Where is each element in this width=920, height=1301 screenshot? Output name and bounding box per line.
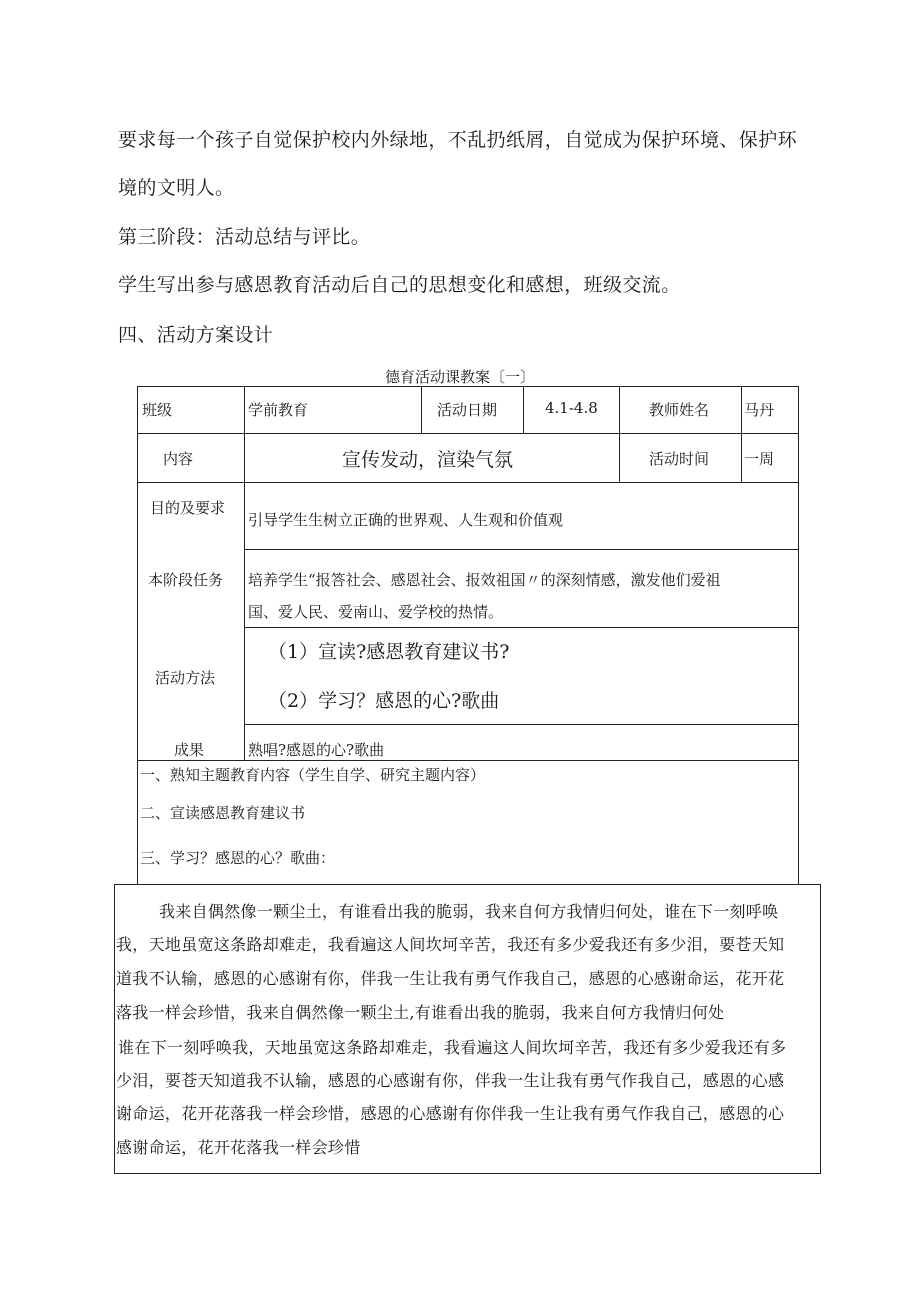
column-divider [619, 386, 620, 482]
lyrics-box [114, 884, 821, 1174]
task-value-line-2: 国、爱人民、爱南山、爱学校的热情。 [248, 603, 504, 621]
lyrics-line-8: 感谢命运，花开花落我一样会珍惜 [116, 1138, 361, 1157]
process-item-2: 二、宣读感恩教育建议书 [140, 804, 306, 822]
method-item-1: （1）宣读?感恩教育建议书? [268, 641, 510, 663]
row-divider [244, 549, 798, 550]
lyrics-line-2: 我，天地虽宽这条路却难走，我看遍这人间坎坷辛苦，我还有多少爱我还有多少泪，要苍天知 [116, 935, 785, 954]
stage-3-heading: 第三阶段：活动总结与评比。 [118, 226, 371, 248]
row-divider [244, 724, 798, 725]
method-label: 活动方法 [155, 669, 216, 687]
content-value: 宣传发动，渲染气氛 [342, 449, 514, 471]
row-divider [137, 760, 798, 761]
class-value: 学前教育 [248, 401, 309, 419]
lyrics-line-1: 我来自偶然像一颗尘土，有谁看出我的脆弱，我来自何方我情归何处，谁在下一刻呼唤 [159, 902, 779, 921]
process-item-3: 三、学习？感恩的心？歌曲： [140, 849, 336, 867]
lyrics-line-5: 谁在下一刻呼唤我，天地虽宽这条路却难走，我看遍这人间坎坷辛苦，我还有多少爱我还有多 [118, 1038, 787, 1057]
teacher-value: 马丹 [744, 401, 775, 419]
time-label: 活动时间 [649, 450, 710, 468]
section-4-heading: 四、活动方案设计 [118, 324, 274, 346]
column-divider [244, 386, 245, 760]
class-label: 班级 [142, 401, 173, 419]
intro-line-1: 要求每一个孩子自觉保护校内外绿地，不乱扔纸屑，自觉成为保护环境、保护环 [118, 129, 798, 151]
table-title: 德育活动课教案〔一〕 [384, 368, 535, 386]
teacher-label: 教师姓名 [649, 401, 710, 419]
lyrics-line-7: 谢命运，花开花落我一样会珍惜，感恩的心感谢有你伴我一生让我有勇气作我自己，感恩的心 [116, 1104, 785, 1123]
task-label: 本阶段任务 [148, 571, 224, 589]
column-divider [523, 386, 524, 433]
date-value: 4.1-4.8 [545, 399, 598, 417]
lyrics-line-3: 道我不认输，感恩的心感谢有你，伴我一生让我有勇气作我自己，感恩的心感谢命运，花开花 [116, 969, 785, 988]
goal-value: 引导学生生树立正确的世界观、人生观和价值观 [248, 511, 564, 529]
task-value-line-1: 培养学生“报答社会、感恩社会、报效祖国〃的深刻情感，激发他们爱祖 [248, 571, 721, 589]
result-label: 成果 [174, 741, 205, 759]
row-divider [137, 433, 798, 434]
result-value: 熟唱?感恩的心?歌曲 [248, 741, 385, 759]
process-item-1: 一、熟知主题教育内容（学生自学、研究主题内容） [140, 766, 486, 784]
column-divider [741, 386, 742, 482]
content-label: 内容 [163, 450, 194, 468]
table-border-left [137, 386, 138, 884]
column-divider [421, 386, 422, 433]
method-item-2: （2）学习？感恩的心?歌曲 [268, 690, 500, 712]
table-border-top [137, 386, 798, 387]
intro-line-4: 学生写出参与感恩教育活动后自己的思想变化和感想，班级交流。 [118, 274, 681, 296]
table-border-right [798, 386, 799, 884]
time-value: 一周 [744, 450, 775, 468]
date-label: 活动日期 [437, 401, 498, 419]
intro-line-2: 境的文明人。 [118, 177, 235, 199]
goal-label: 目的及要求 [150, 499, 226, 517]
lyrics-line-4: 落我一样会珍惜，我来自偶然像一颗尘土,有谁看出我的脆弱，我来自何方我情归何处 [116, 1003, 725, 1022]
lyrics-line-6: 少泪，要苍天知道我不认输，感恩的心感谢有你，伴我一生让我有勇气作我自己，感恩的心感 [116, 1071, 785, 1090]
row-divider [137, 482, 798, 483]
row-divider [244, 627, 798, 628]
